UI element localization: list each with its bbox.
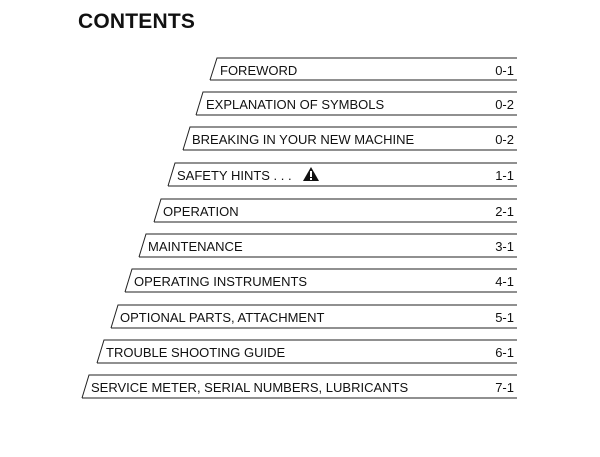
toc-entry-title: BREAKING IN YOUR NEW MACHINE (192, 131, 415, 147)
toc-entry-page: 0-2 (495, 96, 514, 112)
toc-entry-breaking-in[interactable] (192, 127, 516, 151)
toc-entry-title: OPTIONAL PARTS, ATTACHMENT (120, 309, 325, 325)
toc-entry-operating-instruments[interactable] (134, 269, 516, 293)
toc-entry-page: 0-2 (495, 131, 514, 147)
toc-entry-title: SERVICE METER, SERIAL NUMBERS, LUBRICANTS (91, 379, 409, 395)
toc-entry-title: MAINTENANCE (148, 238, 243, 254)
toc-entry-title: EXPLANATION OF SYMBOLS (206, 96, 385, 112)
toc-entry-page: 7-1 (495, 379, 514, 395)
toc-entry-service-meter[interactable] (91, 375, 516, 399)
toc-entry-page: 6-1 (495, 344, 514, 360)
toc-entry-page: 4-1 (495, 273, 514, 289)
toc-entry-explanation-of-symbols[interactable] (206, 92, 516, 116)
toc-entry-page: 1-1 (495, 167, 514, 183)
toc-entry-safety-hints[interactable] (177, 163, 516, 187)
toc-entry-page: 3-1 (495, 238, 514, 254)
toc-entry-maintenance[interactable] (148, 234, 516, 258)
toc-entry-title: SAFETY HINTS . . . (177, 167, 292, 183)
toc-entry-page: 5-1 (495, 309, 514, 325)
toc-entry-trouble-shooting[interactable] (106, 340, 516, 364)
page-title: CONTENTS (78, 10, 196, 33)
toc-entry-page: 2-1 (495, 203, 514, 219)
toc-entry-title: FOREWORD (220, 62, 298, 78)
toc-entry-page: 0-1 (495, 62, 514, 78)
toc-entry-optional-parts[interactable] (120, 305, 516, 329)
toc-entry-title: TROUBLE SHOOTING GUIDE (106, 344, 286, 360)
toc-entry-title: OPERATING INSTRUMENTS (134, 273, 308, 289)
toc-entry-operation[interactable] (163, 199, 516, 223)
toc-entry-title: OPERATION (163, 203, 239, 219)
toc-entry-title-wrap (177, 166, 320, 185)
warning-triangle-icon (302, 166, 320, 185)
toc-entry-foreword[interactable] (220, 58, 516, 82)
